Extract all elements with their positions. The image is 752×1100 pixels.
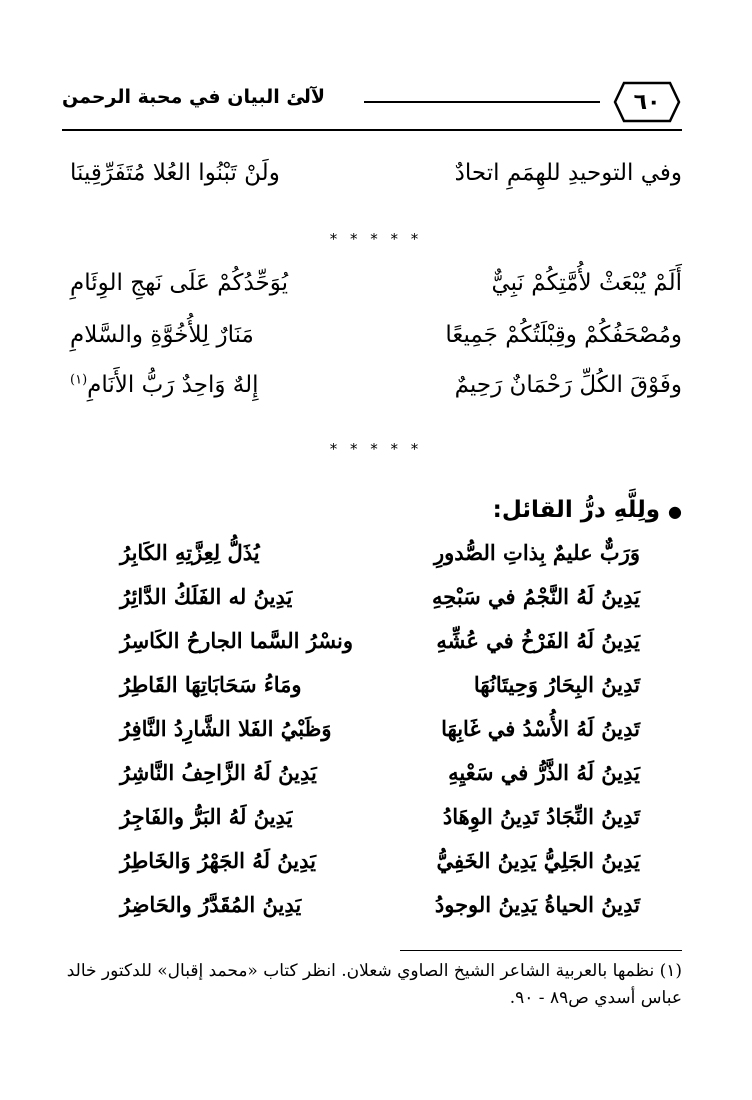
verse-line — [120, 672, 640, 712]
footnote-rule — [400, 950, 682, 951]
verse-second-hemistich: يُوَحِّدُكُمْ عَلَى نَهجِ الوِئَامِ — [70, 270, 289, 296]
verse-second-hemistich: ولَنْ تَبْنُوا العُلا مُتَفَرِّقِينَا — [70, 160, 280, 186]
verse-line — [120, 848, 640, 888]
quote-intro-text: ولِلَّهِ درُّ القائل: — [492, 497, 661, 523]
verse-line — [120, 804, 640, 844]
verse-first-hemistich: أَلَمْ يُبْعَثْ لأُمَّتِكُمْ نَبِيٌّ — [491, 270, 682, 296]
stars-separator: * * * * * — [329, 230, 423, 248]
verse-line — [120, 892, 640, 932]
verse-line — [120, 584, 640, 624]
verse-first-hemistich: تَدِينُ البِحَارُ وَحِيتَانُهَا — [473, 672, 640, 697]
verse-first-hemistich: يَدِينُ لَهُ الذَّرُّ في سَعْيِهِ — [448, 760, 640, 785]
verse-second-hemistich-text: إِلهٌ وَاحِدٌ رَبُّ الأَنَامِ — [87, 372, 259, 398]
bullet-icon: ● — [668, 502, 682, 521]
verse-first-hemistich: تَدِينُ لَهُ الأُسْدُ في غَابِهَا — [441, 716, 640, 741]
verse-line — [70, 160, 682, 204]
verse-line — [120, 716, 640, 756]
verse-first-hemistich: تَدِينُ النِّجَادُ تَدِينُ الوِهَادُ — [442, 804, 640, 829]
stars-separator: * * * * * — [329, 440, 423, 458]
verse-first-hemistich: تَدِينُ الحياةُ يَدِينُ الوجودُ — [434, 892, 640, 917]
verse-line — [120, 540, 640, 580]
page-number — [612, 80, 682, 124]
page-number-text: ٦٠ — [633, 89, 661, 115]
header-divider — [364, 101, 600, 103]
verse-line — [120, 628, 640, 668]
quote-intro — [122, 497, 682, 523]
verse-second-hemistich: يَدِينُ له الفَلَكُ الدَّائِرُ — [120, 584, 293, 609]
verse-line — [70, 372, 682, 416]
verse-first-hemistich: وَرَبٌّ عليمٌ بِذاتِ الصُّدورِ — [433, 540, 640, 565]
verse-second-hemistich: وَظَبْيُ الفَلا الشَّارِدُ النَّافِرُ — [120, 716, 332, 741]
verse-second-hemistich — [70, 372, 370, 398]
verse-first-hemistich: وفَوْقَ الكُلِّ رَحْمَانٌ رَحِيمٌ — [454, 372, 682, 398]
verse-second-hemistich: يُذَلُّ لِعِزَّتِهِ الكَابِرُ — [120, 540, 260, 565]
footnote-marker[interactable]: (١) — [70, 372, 88, 388]
header-rule — [62, 129, 682, 131]
footnote-text: (١) نظمها بالعربية الشاعر الشيخ الصاوي شعلان. انظر كتاب «محمد إقبال» للدكتور خالد عباس أسدي ص٨٩ - ٩٠. — [66, 961, 682, 1008]
verse-first-hemistich: يَدِينُ لَهُ النَّجْمُ في سَبْحِهِ — [432, 584, 640, 609]
verse-first-hemistich: وفي التوحيدِ للهِمَمِ اتحادٌ — [454, 160, 682, 186]
verse-second-hemistich: مَنَارٌ لِلأُخُوَّةِ والسَّلامِ — [70, 322, 254, 348]
verse-line — [120, 760, 640, 800]
verse-second-hemistich: ومَاءُ سَحَابَاتِهَا القَاطِرُ — [120, 672, 302, 697]
verse-line — [70, 322, 682, 366]
verse-second-hemistich: يَدِينُ لَهُ الجَهْرُ وَالخَاطِرُ — [120, 848, 316, 873]
verse-second-hemistich: ونسْرُ السَّما الجارحُ الكَاسِرُ — [120, 628, 354, 653]
verse-second-hemistich: يَدِينُ المُقَدَّرُ والحَاضِرُ — [120, 892, 302, 917]
page-header — [62, 80, 682, 130]
verse-first-hemistich: ومُصْحَفُكُمْ وقِبْلَتُكُمْ جَمِيعًا — [445, 322, 682, 348]
verse-first-hemistich: يَدِينُ لَهُ الفَرْخُ في عُشِّهِ — [436, 628, 640, 653]
verse-line — [70, 270, 682, 314]
running-title: لآلئ البيان في محبة الرحمن — [62, 86, 326, 108]
verse-first-hemistich: يَدِينُ الجَلِيُّ يَدِينُ الخَفِيُّ — [436, 848, 640, 873]
verse-second-hemistich: يَدِينُ لَهُ البَرُّ والفَاجِرُ — [120, 804, 293, 829]
verse-second-hemistich: يَدِينُ لَهُ الزَّاحِفُ النَّاشِرُ — [120, 760, 317, 785]
